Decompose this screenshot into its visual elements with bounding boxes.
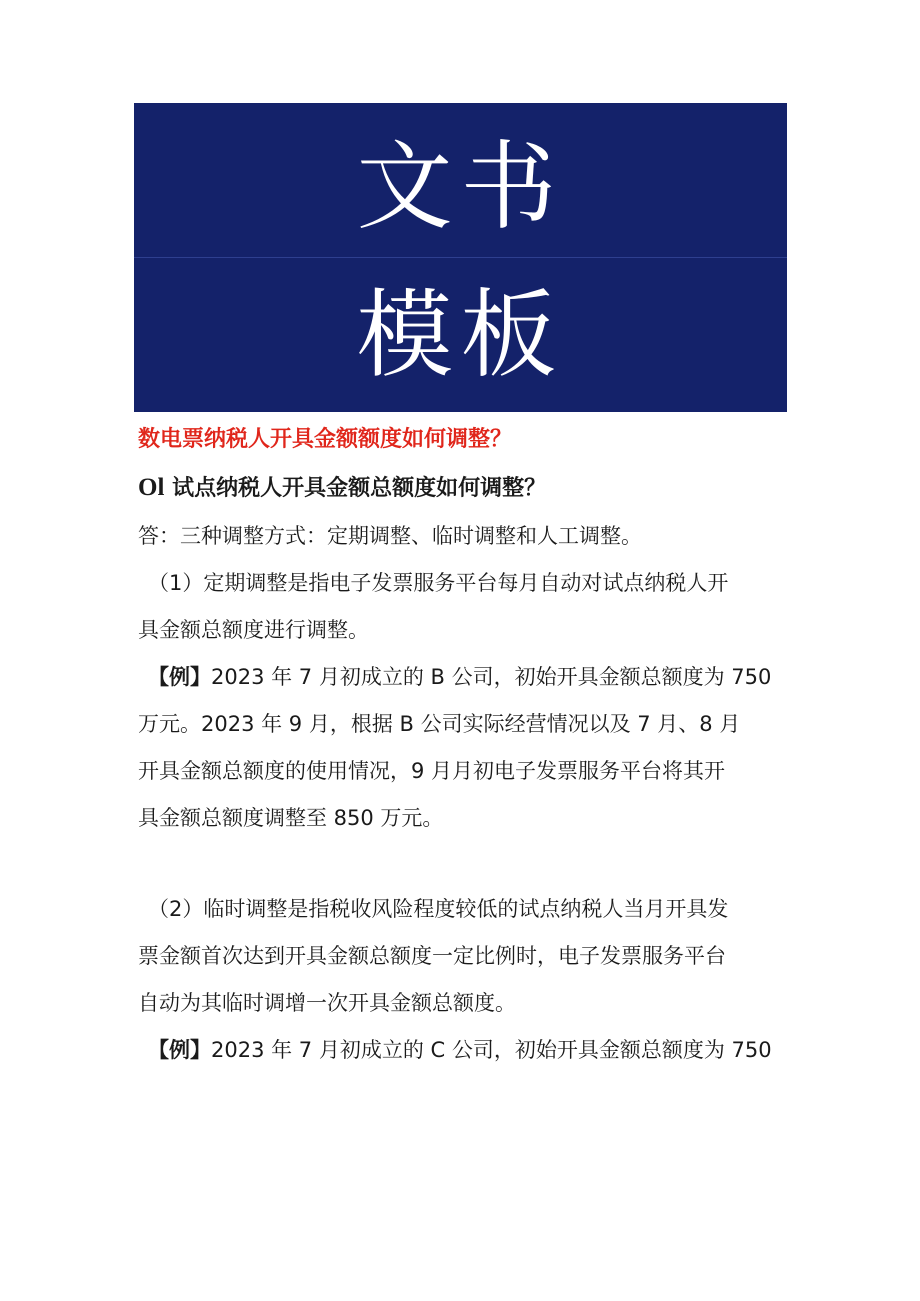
example1-text: 2023 年 7 月初成立的 B 公司，初始开具金额总额度为 750 (211, 665, 772, 689)
section1-line: 具金额总额度进行调整。 (138, 618, 369, 642)
example1-line: 万元。2023 年 9 月，根据 B 公司实际经营情况以及 7 月、8 月 (138, 712, 741, 736)
banner-title-line2: 模板 (356, 279, 565, 391)
example-tag: 【例】 (148, 1038, 211, 1062)
document-title: 数电票纳税人开具金额额度如何调整？ (138, 427, 513, 452)
section2-line: （2）临时调整是指税收风险程度较低的试点纳税人当月开具发 (148, 897, 729, 921)
question-number: Ol (138, 474, 165, 501)
paragraph-gap (138, 842, 798, 886)
banner-divider (134, 257, 787, 258)
example1-line: 开具金额总额度的使用情况，9 月月初电子发票服务平台将其开 (138, 759, 726, 783)
section2-line: 票金额首次达到开具金额总额度一定比例时，电子发票服务平台 (138, 944, 726, 968)
cover-banner (134, 103, 787, 412)
example1-line: 具金额总额度调整至 850 万元。 (138, 806, 444, 830)
example1-line (138, 654, 798, 701)
example2-line (138, 1027, 798, 1074)
example-tag: 【例】 (148, 665, 211, 689)
section2-line: 自动为其临时调增一次开具金额总额度。 (138, 991, 516, 1015)
banner-title-line1: 文书 (356, 131, 565, 243)
section1-line: （1）定期调整是指电子发票服务平台每月自动对试点纳税人开 (148, 571, 729, 595)
document-body (138, 420, 798, 1074)
question-heading (138, 474, 798, 503)
question-text: 试点纳税人开具金额总额度如何调整？ (172, 476, 547, 501)
example2-text: 2023 年 7 月初成立的 C 公司，初始开具金额总额度为 750 (211, 1038, 772, 1062)
answer-text: 答：三种调整方式：定期调整、临时调整和人工调整。 (138, 524, 642, 548)
